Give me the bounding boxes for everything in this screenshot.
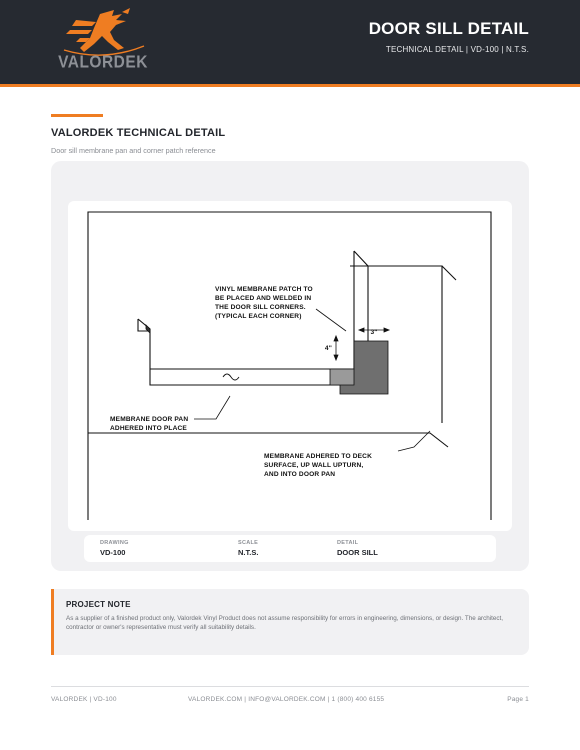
patch-label-line-4: (TYPICAL EACH CORNER) [215, 313, 302, 320]
document-title: DOOR SILL DETAIL [368, 19, 529, 38]
door-pan [138, 319, 350, 385]
document-meta: TECHNICAL DETAIL | VD-100 | N.T.S. [385, 45, 529, 54]
deck-label-line-3: AND INTO DOOR PAN [264, 471, 336, 478]
dimension-horizontal: 3" [370, 329, 378, 336]
info-scale-label: SCALE [238, 540, 259, 546]
footer-left: VALORDEK | VD-100 [51, 696, 117, 703]
info-drawing-value: VD-100 [100, 548, 126, 557]
pan-label-line-2: ADHERED INTO PLACE [110, 425, 187, 432]
door-sill-drawing [68, 201, 512, 531]
pan-label-line-1: MEMBRANE DOOR PAN [110, 416, 189, 423]
brand-wordmark: VALORDEK [58, 52, 148, 73]
right-wall-top [442, 266, 456, 280]
info-drawing [100, 540, 129, 557]
section-accent-bar [51, 114, 103, 117]
corner-patch [146, 325, 388, 394]
info-drawing-label: DRAWING [100, 540, 129, 546]
project-note-title: PROJECT NOTE [66, 600, 131, 609]
patch-label-line-2: BE PLACED AND WELDED IN [215, 295, 312, 302]
dimension-vertical: 4" [324, 345, 332, 352]
drawing-info-strip [84, 535, 496, 562]
info-scale-value: N.T.S. [238, 548, 259, 557]
footer-contact: VALORDEK.COM | INFO@VALORDEK.COM | 1 (800) 400 6155 [188, 696, 385, 703]
pan-wave [223, 374, 239, 380]
project-note-body: As a supplier of a finished product only, Valordek Vinyl Product does not assume responsibility for errors in engineering, dimensions, or design. The architect, contractor or owner's representative must verify all suitability details. [66, 615, 504, 631]
info-detail-value: DOOR SILL [337, 548, 378, 557]
deck-label-line-1: MEMBRANE ADHERED TO DECK [264, 453, 373, 460]
patch-label-line-1: VINYL MEMBRANE PATCH TO [215, 286, 313, 293]
patch-label-line-3: THE DOOR SILL CORNERS. [215, 304, 306, 311]
section-subtitle: Door sill membrane pan and corner patch reference [51, 146, 216, 155]
deck-line [88, 433, 448, 447]
section-title: VALORDEK TECHNICAL DETAIL [51, 127, 226, 139]
footer-page-number: Page 1 [507, 696, 529, 703]
deck-label-line-2: SURFACE, UP WALL UPTURN, [264, 462, 364, 469]
header-accent-rule [0, 84, 580, 87]
info-detail [337, 540, 378, 557]
info-detail-label: DETAIL [337, 540, 359, 546]
info-scale [238, 540, 258, 557]
footer-divider [51, 686, 529, 687]
